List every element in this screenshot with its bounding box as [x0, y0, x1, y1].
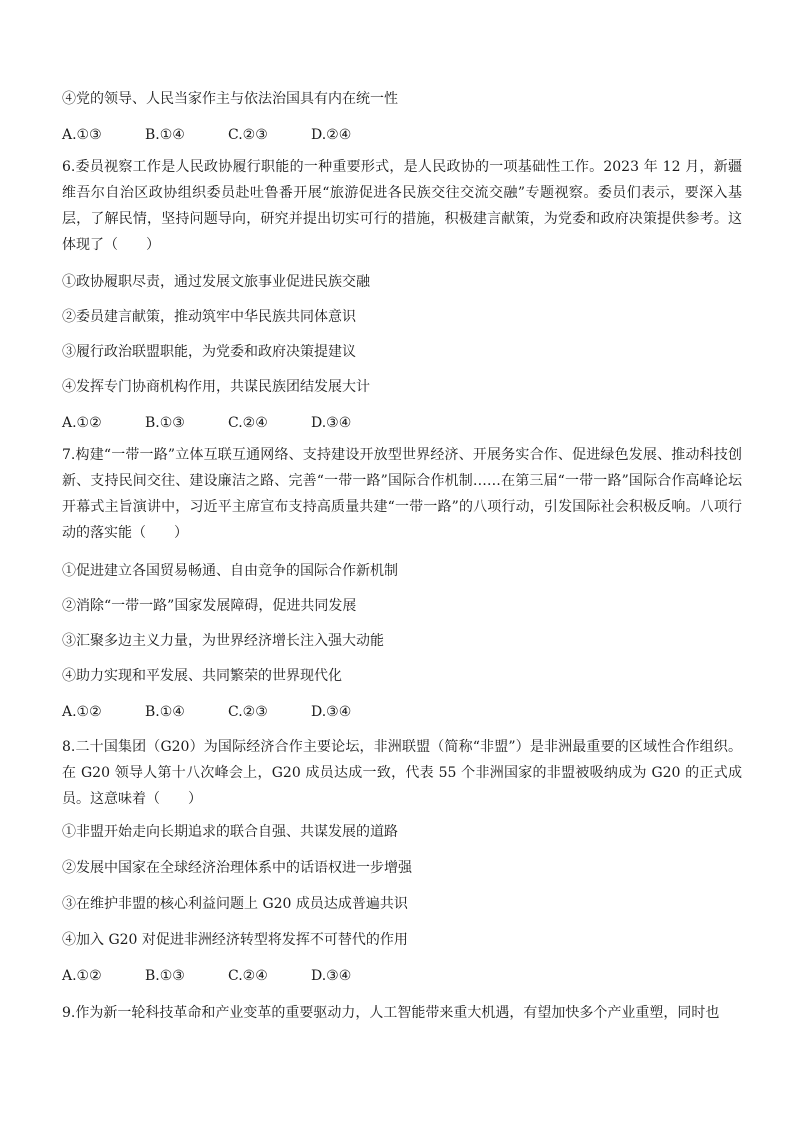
q6-option-1: ①政协履职尽责，通过发展文旅事业促进民族交融 — [62, 274, 370, 290]
q8-option-2: ②发展中国家在全球经济治理体系中的话语权进一步增强 — [62, 860, 412, 876]
q6-option-3: ③履行政治联盟职能，为党委和政府决策提建议 — [62, 344, 356, 360]
q5-option-4: ④党的领导、人民当家作主与依法治国具有内在统一性 — [62, 91, 398, 107]
q6-choice-c: C.②④ — [228, 415, 268, 431]
q7-choice-b: B.①④ — [145, 704, 185, 720]
q7-choice-d: D.③④ — [311, 704, 352, 720]
q7-choice-c: C.②③ — [228, 704, 268, 720]
q6-option-2: ②委员建言献策，推动筑牢中华民族共同体意识 — [62, 309, 356, 325]
q7-option-3: ③汇聚多边主义力量，为世界经济增长注入强大动能 — [62, 633, 384, 649]
q8-option-3: ③在维护非盟的核心利益问题上 G20 成员达成普遍共识 — [62, 896, 408, 912]
q7-choices — [62, 702, 394, 722]
q8-choice-b: B.①③ — [145, 968, 185, 984]
q8-option-1: ①非盟开始走向长期追求的联合自强、共谋发展的道路 — [62, 824, 398, 840]
q8-choices — [62, 966, 394, 986]
q7-stem: 7.构建“一带一路”立体互联互通网络、支持建设开放型世界经济、开展务实合作、促进绿色发展、推动科技创新、支持民间交往、建设廉洁之路、完善“一带一路”国际合作机制……在第三届“一带一路”国际合作高峰论坛开幕式主旨演讲中，习近平主席宣布支持高质量共建“一带一路”的八项行动，引发国际社会积极反响。八项行动的落实能（ ） — [62, 447, 742, 541]
q6-choice-b: B.①③ — [145, 415, 185, 431]
q7-option-1: ①促进建立各国贸易畅通、自由竞争的国际合作新机制 — [62, 563, 398, 579]
q5-choices — [62, 125, 394, 145]
q5-choice-b: B.①④ — [145, 127, 185, 143]
q7-choice-a: A.①② — [62, 704, 102, 720]
q6-choice-a: A.①② — [62, 415, 102, 431]
q5-choice-a: A.①③ — [62, 127, 102, 143]
q8-option-4: ④加入 G20 对促进非洲经济转型将发挥不可替代的作用 — [62, 932, 408, 948]
q6-option-4: ④发挥专门协商机构作用，共谋民族团结发展大计 — [62, 379, 370, 395]
q6-stem: 6.委员视察工作是人民政协履行职能的一种重要形式，是人民政协的一项基础性工作。2023 年 12 月，新疆维吾尔自治区政协组织委员赴吐鲁番开展“旅游促进各民族交往交流交融”专题视察。委员们表示，要深入基层，了解民情，坚持问题导向，研究并提出切实可行的措施，积极建言献策，为党委和政府决策提供参考。这体现了（ ） — [62, 159, 742, 253]
q5-choice-d: D.②④ — [311, 127, 352, 143]
q8-stem: 8.二十国集团（G20）为国际经济合作主要论坛，非洲联盟（简称“非盟”）是非洲最重要的区域性合作组织。在 G20 领导人第十八次峰会上，G20 成员达成一致，代表 55 个非洲国家的非盟被吸纳成为 G20 的正式成员。这意味着（ ） — [62, 739, 742, 807]
q9-stem: 9.作为新一轮科技革命和产业变革的重要驱动力，人工智能带来重大机遇，有望加快多个产业重塑，同时也 — [62, 1005, 720, 1021]
q8-choice-d: D.③④ — [311, 968, 352, 984]
q7-option-4: ④助力实现和平发展、共同繁荣的世界现代化 — [62, 668, 342, 684]
q8-choice-c: C.②④ — [228, 968, 268, 984]
q8-choice-a: A.①② — [62, 968, 102, 984]
q5-choice-c: C.②③ — [228, 127, 268, 143]
q7-option-2: ②消除“一带一路”国家发展障碍，促进共同发展 — [62, 598, 357, 614]
q6-choices — [62, 413, 394, 433]
q6-choice-d: D.③④ — [311, 415, 352, 431]
